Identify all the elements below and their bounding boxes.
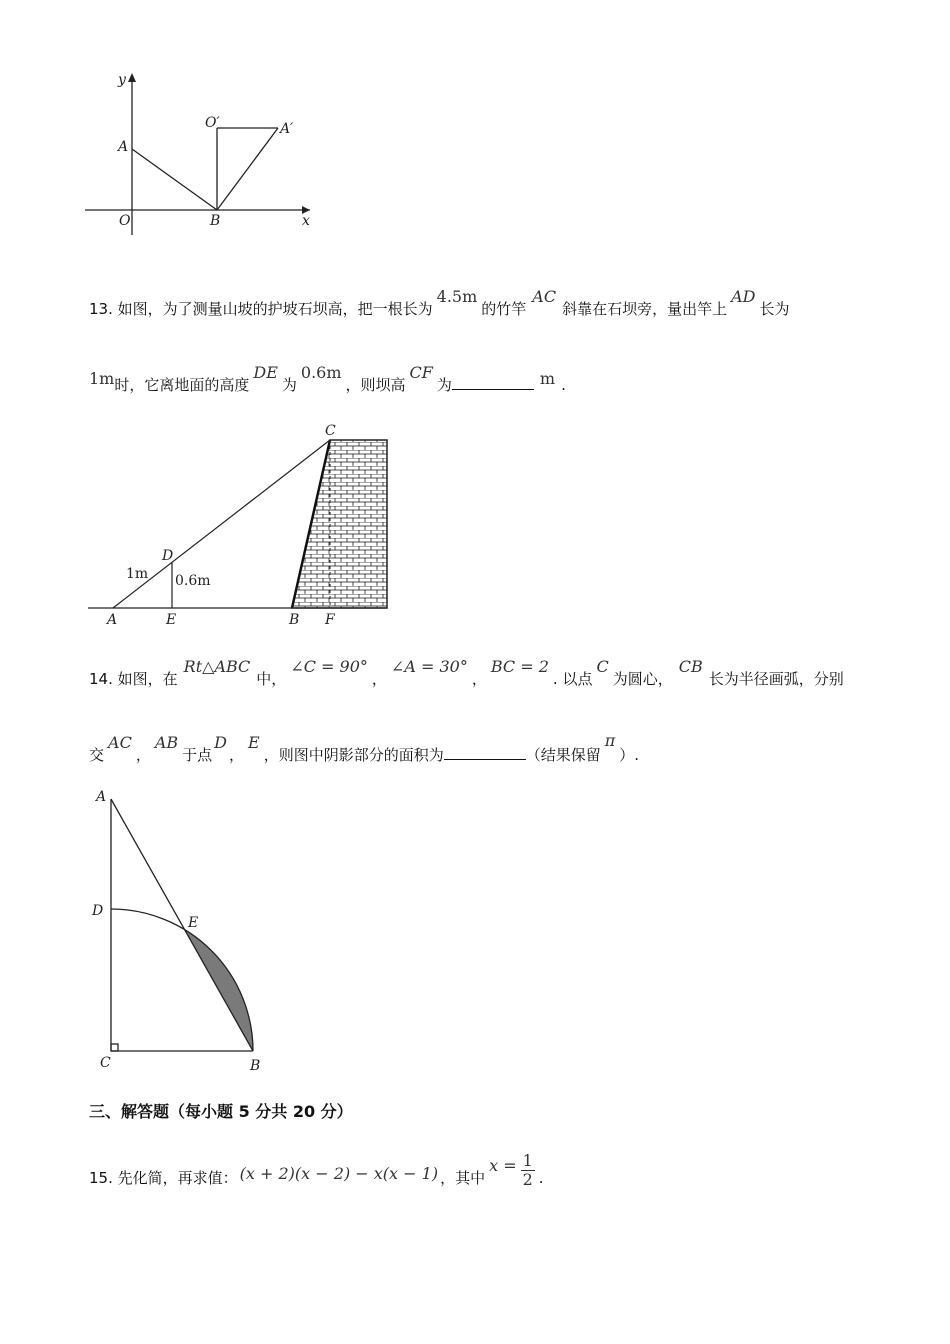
q14-cb: CB — [678, 657, 703, 676]
section-heading: 三、解答题（每小题 5 分共 20 分） — [89, 1102, 353, 1121]
q13-cf: CF — [409, 363, 433, 382]
right-angle-mark — [111, 1044, 118, 1051]
side-ab — [111, 799, 253, 1051]
label-f: F — [325, 612, 335, 628]
q14-ac: AC — [108, 733, 132, 752]
coordinate-figure — [80, 65, 330, 240]
q13-answer-blank[interactable] — [452, 375, 534, 390]
q13-line1: 13. 如图，为了测量山坡的护坡石坝高，把一根长为4.5m的竹竿AC斜靠在石坝旁，量出竿上AD长为 — [89, 287, 790, 318]
q13-len-ac: 4.5m — [436, 287, 478, 306]
label-a-prime: A′ — [280, 121, 294, 137]
label-y: y — [118, 72, 126, 88]
q13-de-val: 0.6m — [300, 363, 342, 382]
arc-figure — [80, 785, 280, 1080]
label-a: A — [96, 789, 107, 805]
segment-ab — [132, 149, 217, 210]
label-o-prime: O′ — [205, 115, 220, 131]
q14-e: E — [248, 733, 260, 752]
q13-ad: AD — [731, 287, 756, 306]
q14-triangle: Rt△ABC — [183, 657, 251, 676]
dam-wall — [292, 440, 387, 608]
q15-x-eq: x = — [489, 1156, 517, 1175]
q15-expression: (x + 2)(x − 2) − x(x − 1) — [239, 1164, 439, 1183]
label-d: D — [92, 903, 104, 919]
y-axis-arrow — [128, 73, 136, 82]
label-b: B — [250, 1058, 261, 1074]
q13-one-m: 1m — [89, 369, 115, 388]
q15-denominator: 2 — [522, 1170, 533, 1189]
q13-ac: AC — [532, 287, 557, 306]
label-e: E — [166, 612, 177, 628]
label-a: A — [118, 139, 129, 155]
q14-line1: 14. 如图，在Rt△ABC中，∠C = 90°，∠A = 30°，BC = 2. 以点C为圆心，CB长为半径画弧，分别 — [89, 657, 844, 688]
q14-ab: AB — [154, 733, 179, 752]
label-c: C — [325, 423, 336, 439]
q14-bc: BC = 2 — [490, 657, 549, 676]
label-a: A — [107, 612, 118, 628]
q13-de: DE — [253, 363, 278, 382]
label-1m: 1m — [126, 566, 149, 582]
label-06m: 0.6m — [175, 573, 211, 589]
q13-number: 13. — [89, 300, 113, 318]
q14-angle-c: ∠C = 90° — [290, 657, 368, 676]
q14-answer-blank[interactable] — [444, 745, 526, 760]
label-e: E — [188, 915, 199, 931]
label-o: O — [119, 213, 131, 229]
dam-figure — [80, 418, 400, 630]
q15-fraction — [521, 1152, 535, 1189]
q13-unit: m — [539, 369, 556, 388]
q14-d: D — [214, 733, 227, 752]
q14-c: C — [596, 657, 609, 676]
q14-line2: 交AC，AB于点D，E，则图中阴影部分的面积为 （结果保留π）. — [89, 731, 640, 764]
label-b: B — [210, 213, 221, 229]
segment-a-prime-b — [217, 128, 278, 210]
q13-line2: 1m时，它离地面的高度DE为0.6m，则坝高CF为 m . — [89, 363, 566, 394]
label-x: x — [302, 213, 310, 229]
q15-numerator: 1 — [522, 1151, 533, 1170]
q14-angle-a: ∠A = 30° — [390, 657, 468, 676]
label-b: B — [289, 612, 300, 628]
q14-number: 14. — [89, 670, 113, 688]
q15-number: 15. — [89, 1169, 113, 1187]
label-c: C — [100, 1055, 111, 1071]
q14-pi: π — [604, 731, 616, 750]
label-d: D — [162, 548, 174, 564]
q15-line: 15. 先化简，再求值： (x + 2)(x − 2) − x(x − 1) ，其中x = $\frac{1}{2}$ . — [89, 1151, 544, 1189]
